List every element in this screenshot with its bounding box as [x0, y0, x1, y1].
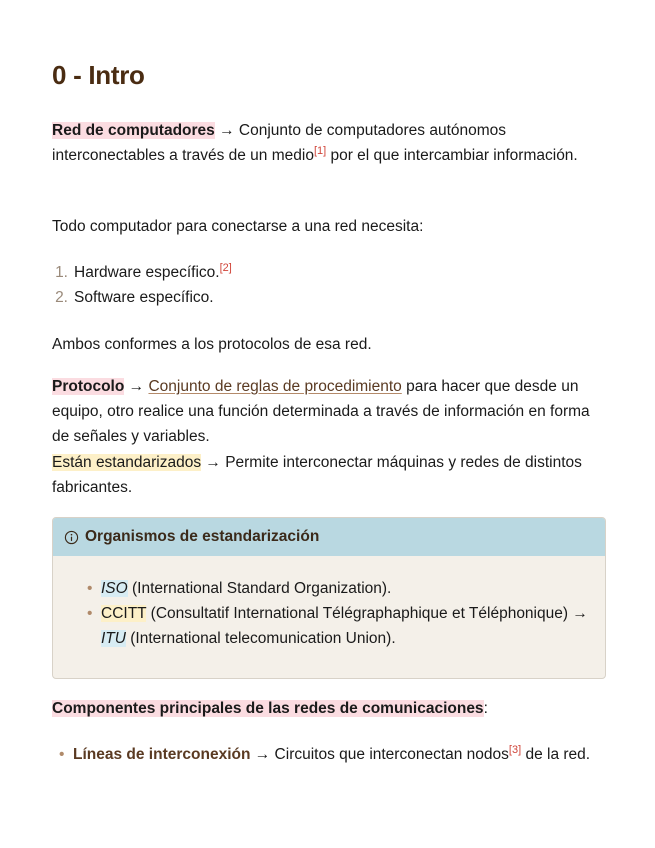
paragraph-requirements: Todo computador para conectarse a una red necesita: — [52, 218, 424, 235]
paragraph-red-de-computadores — [52, 118, 608, 168]
callout-organismos — [52, 517, 606, 679]
abbr-ccitt: CCITT — [101, 605, 147, 622]
arrow: → — [124, 378, 149, 395]
componentes-list — [37, 742, 608, 767]
paragraph-protocolo — [52, 374, 608, 449]
list-marker: 1. — [55, 264, 68, 281]
footnote-ref-2[interactable]: [2] — [219, 261, 232, 274]
callout-title: Organismos de estandarización — [85, 528, 320, 545]
list-item-text: Software específico. — [74, 289, 214, 306]
abbr-itu: ITU — [101, 630, 126, 647]
colon: : — [483, 700, 488, 717]
term-componentes: Componentes principales de las redes de comunicaciones — [52, 700, 484, 717]
callout-header[interactable] — [53, 518, 605, 556]
list-item-text: (Consultatif International Télégraphaphique et Téléphonique) → — [146, 605, 588, 622]
bullet: • — [87, 605, 93, 622]
info-icon — [64, 530, 79, 545]
list-item — [53, 576, 605, 601]
list-item — [53, 601, 605, 651]
paragraph-protocol-conformance: Ambos conformes a los protocolos de esa red. — [52, 336, 372, 353]
term-estan-estandarizados: Están estandarizados — [52, 454, 202, 471]
definition-text: para hacer que desde un equipo, otro realice una función determinada a través de información en forma de señales y variables. — [52, 378, 590, 445]
organismos-list — [53, 576, 605, 651]
requirements-list — [52, 260, 608, 310]
list-item-text-end: de la red. — [521, 746, 591, 763]
list-item-text: (International Standard Organization). — [127, 580, 392, 597]
footnote-ref-3[interactable]: [3] — [508, 743, 522, 756]
list-item-text: Hardware específico. — [74, 264, 220, 281]
link-conjunto-de-reglas[interactable]: Conjunto de reglas de procedimiento — [148, 378, 402, 395]
list-item — [37, 742, 608, 767]
list-marker: 2. — [55, 289, 68, 306]
list-item-text-end: (International telecomunication Union). — [125, 630, 396, 647]
list-item — [52, 285, 608, 310]
arrow: → — [214, 122, 239, 139]
bullet: • — [87, 580, 93, 597]
footnote-ref-1[interactable]: [1] — [313, 144, 327, 157]
term-protocolo: Protocolo — [52, 378, 125, 395]
definition-text-end: por el que intercambiar información. — [326, 147, 578, 164]
paragraph-componentes — [52, 696, 608, 721]
callout-body — [53, 556, 605, 651]
page-title: 0 - Intro — [52, 60, 145, 90]
bullet: • — [59, 746, 65, 763]
definition-text: Conjunto de computadores autónomos interconectables a través de un medio — [52, 122, 507, 164]
term-lineas-de-interconexion: Líneas de interconexión — [73, 746, 251, 763]
paragraph-estandarizados — [52, 450, 608, 500]
abbr-iso: ISO — [101, 580, 128, 597]
list-item — [52, 260, 608, 285]
list-item-text: → Circuitos que interconectan nodos — [250, 746, 509, 763]
definition-text: → Permite interconectar máquinas y redes de distintos fabricantes. — [52, 454, 582, 496]
term-red-de-computadores: Red de computadores — [52, 122, 215, 139]
